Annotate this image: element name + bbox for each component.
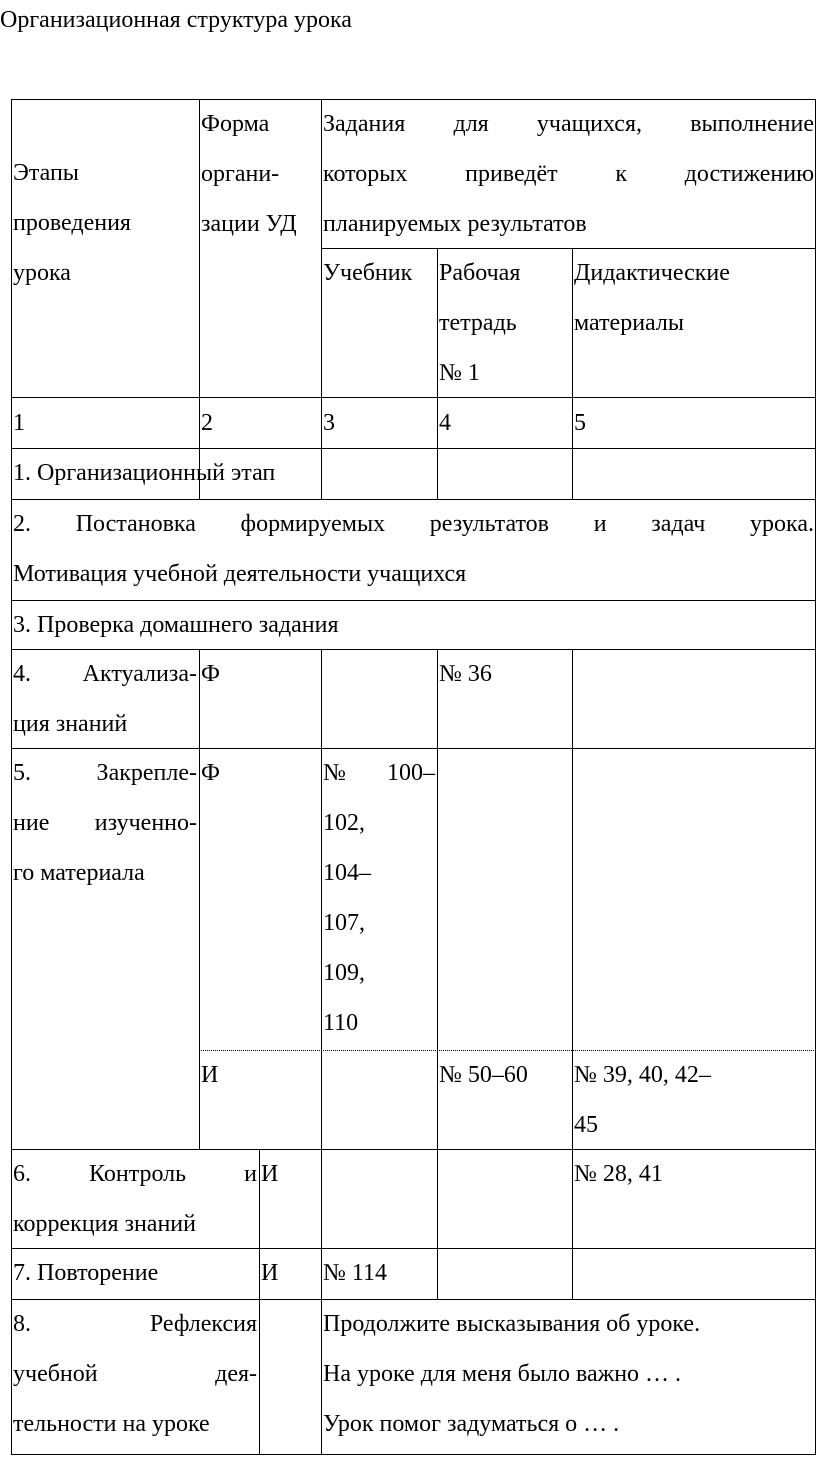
reflection-prompt-line: Урок помог задуматься о … . (323, 1411, 620, 1437)
section-goal-setting (11, 499, 816, 599)
reflection-prompt-line: На уроке для меня было важно … . (323, 1361, 682, 1387)
row7-stage-cell: 7. Повторение (13, 1260, 159, 1286)
row5a-textbook-line: 104– (323, 860, 371, 886)
row5b-form-cell: И (201, 1062, 219, 1088)
row5b-didactic-cell (572, 1050, 816, 1150)
row6-stage-line: 6. Контроль и (13, 1161, 257, 1187)
header-tasks-cell (321, 99, 816, 249)
header-workbook-line: № 1 (439, 360, 480, 386)
row6-didactic-cell: № 28, 41 (574, 1161, 663, 1187)
header-form-line: зации УД (201, 211, 297, 237)
section-homework-check: 3. Проверка домашнего задания (13, 612, 339, 638)
header-form-line: Форма (201, 111, 270, 137)
row5a-textbook-cell (321, 748, 437, 1048)
header-workbook-line: Рабочая (439, 260, 521, 286)
row8-stage-cell (11, 1299, 259, 1449)
row8-stage-line: 8. Рефлексия (13, 1311, 257, 1337)
header-textbook-cell (321, 248, 437, 298)
header-tasks-line: Задания для учащихся, выполнение (323, 111, 814, 137)
column-number: 5 (574, 410, 586, 436)
row6-form-cell: И (261, 1161, 279, 1187)
row5a-textbook-line: 109, (323, 960, 365, 986)
header-tasks-line: планируемых результатов (323, 211, 587, 237)
header-workbook-line: тетрадь (439, 310, 517, 336)
header-stage-line: Этапы (13, 160, 79, 186)
row4-stage-line: ция знаний (13, 711, 128, 737)
header-tasks-line: которых приведёт к достижению (323, 161, 814, 187)
header-textbook-label: Учебник (323, 260, 413, 286)
row8-reflection-prompts-cell (321, 1299, 816, 1449)
row7-textbook-cell: № 114 (323, 1260, 388, 1286)
row5a-textbook-line: № 100– (323, 760, 435, 786)
row8-stage-line: тельности на уроке (13, 1411, 210, 1437)
section-goal-setting-line: Мотивация учебной деятельности учащихся (13, 561, 467, 587)
page-title: Организационная структура урока (0, 7, 352, 33)
row4-form-cell: Ф (201, 661, 220, 687)
row4-stage-line: 4. Актуализа- (13, 661, 197, 687)
row5-stage-cell (11, 748, 199, 898)
section-organizational-stage: 1. Организационный этап (13, 460, 276, 486)
header-didactic-line: Дидактические (574, 260, 730, 286)
row5b-didactic-line: 45 (574, 1112, 598, 1138)
row7-form-cell: И (261, 1260, 279, 1286)
row5a-textbook-line: 110 (323, 1010, 359, 1036)
header-stage-line: проведения (13, 210, 131, 236)
header-didactic-line: материалы (574, 310, 685, 336)
row5a-form-cell: Ф (201, 760, 220, 786)
header-stage-line: урока (13, 260, 71, 286)
header-stage-cell (11, 148, 199, 298)
reflection-prompt-line: Продолжите высказывания об уроке. (323, 1311, 701, 1337)
row8-stage-line: учебной дея- (13, 1361, 257, 1387)
header-didactic-cell (572, 248, 816, 348)
header-form-line: органи- (201, 161, 280, 187)
column-number: 2 (201, 410, 213, 436)
row5-stage-line: 5. Закрепле- (13, 760, 197, 786)
row5b-workbook-cell: № 50–60 (439, 1062, 528, 1088)
row4-workbook-cell: № 36 (439, 661, 492, 687)
row5a-textbook-line: 107, (323, 910, 365, 936)
column-number: 3 (323, 410, 335, 436)
row6-stage-line: коррекция знаний (13, 1211, 196, 1237)
row6-stage-cell (11, 1149, 259, 1249)
column-number: 1 (13, 410, 25, 436)
row5-stage-line: го материала (13, 860, 145, 886)
row5-stage-line: ние изученно- (13, 810, 197, 836)
row4-stage-cell (11, 649, 199, 749)
lesson-structure-table (11, 99, 816, 1455)
header-workbook-cell (437, 248, 572, 398)
column-number: 4 (439, 410, 451, 436)
section-goal-setting-line: 2. Постановка формируемых результатов и задач урока. (13, 511, 814, 537)
row5b-didactic-line: № 39, 40, 42– (574, 1062, 711, 1088)
row5a-textbook-line: 102, (323, 810, 365, 836)
header-form-cell (199, 99, 321, 249)
